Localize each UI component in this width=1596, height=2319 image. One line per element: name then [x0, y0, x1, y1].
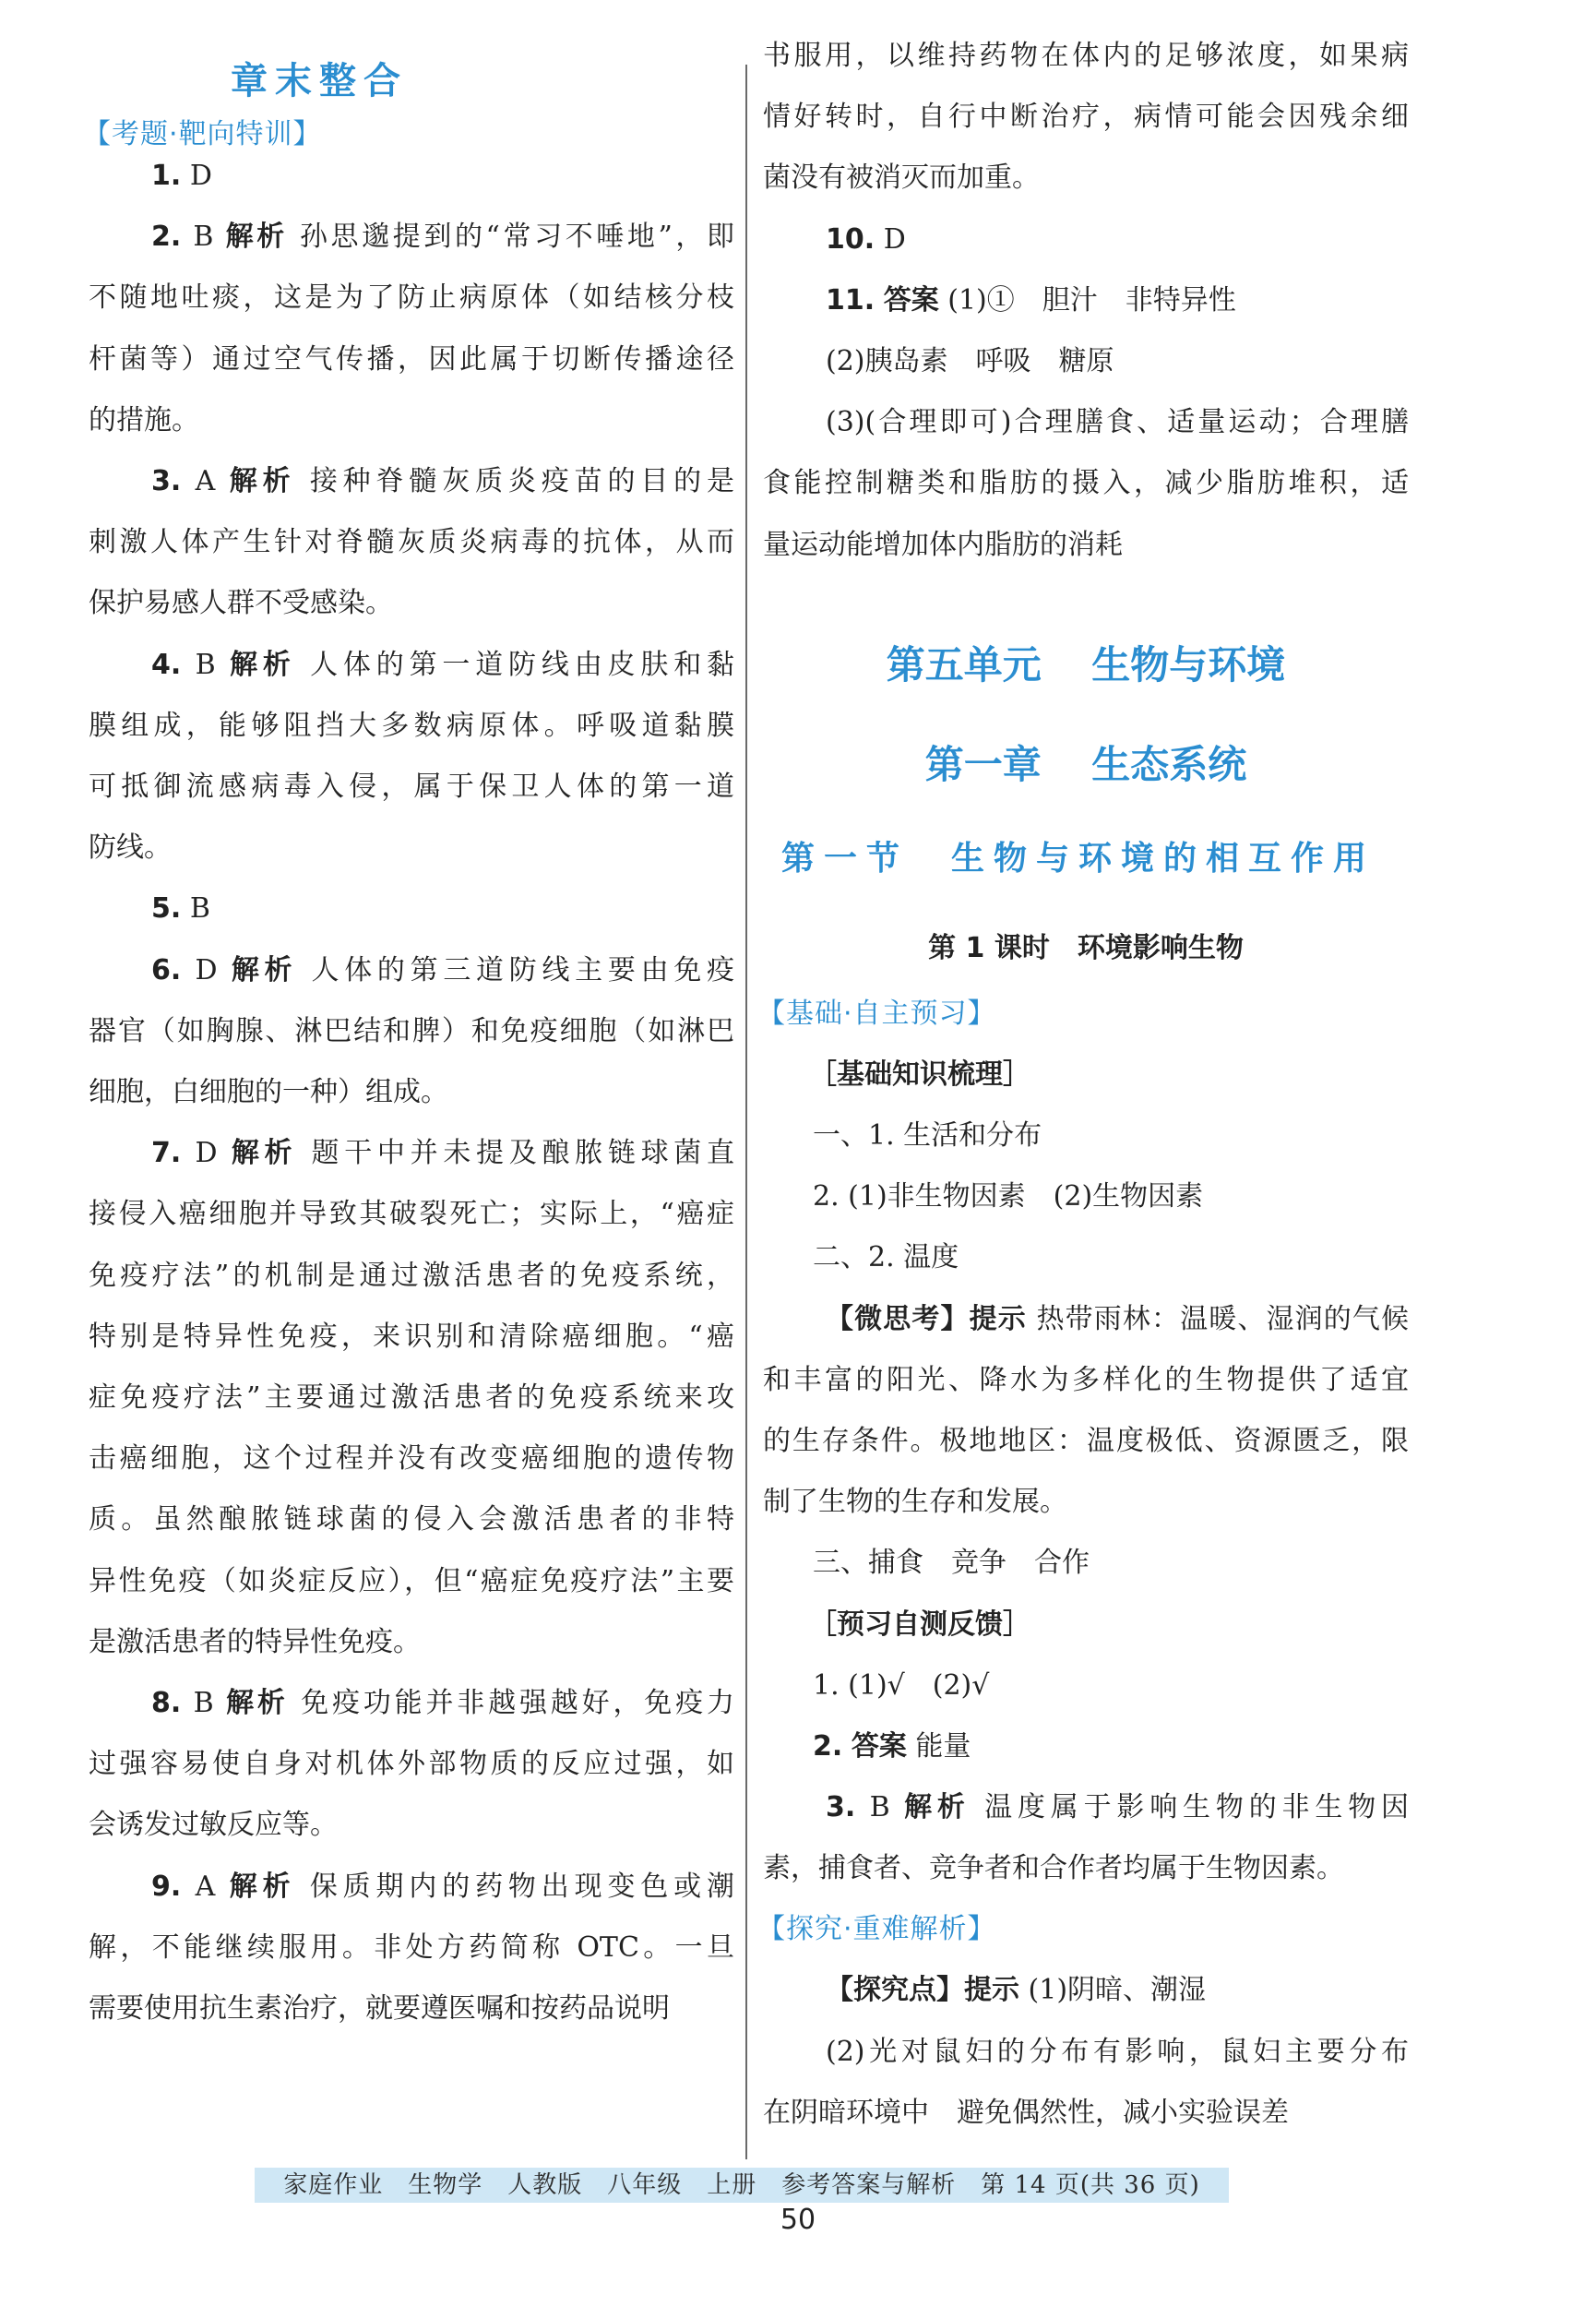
answer-item-7-line-2: 接侵入癌细胞并导致其破裂死亡；实际上，“癌症: [89, 1198, 734, 1231]
answer-item-4-line-4: 防线。: [89, 831, 172, 865]
answer-item-1-line-1: [89, 146, 734, 207]
answer-choice: A: [195, 1870, 216, 1903]
answer-item-7-line-7: 质。虽然酿脓链球菌的侵入会激活患者的非特: [89, 1503, 734, 1536]
answer-choice: D: [189, 160, 212, 192]
answer-item-8-line-2: 过强容易使自身对机体外部物质的反应过强，如: [89, 1748, 734, 1781]
micro-think-label: 【微思考】提示: [826, 1302, 1027, 1335]
answer-item-8-line-1: 8. B 解析 免疫功能并非越强越好，免疫力: [151, 1687, 734, 1720]
answer-item: [89, 879, 734, 939]
answer-item-7-line-5: 症免疫疗法”主要通过激活患者的免疫系统来攻: [89, 1381, 734, 1415]
answer-number: 5.: [151, 892, 182, 926]
answer-item-11-line2: (2)胰岛素 呼吸 糖原: [826, 345, 1114, 378]
answer-item-5-line-1: [89, 879, 734, 939]
answer-item-9-line-1: 9. A 解析 保质期内的药物出现变色或潮: [151, 1870, 734, 1903]
answer-choice: B: [193, 1687, 214, 1720]
answer-item-11-line5: 量运动能增加体内脂肪的消耗: [763, 528, 1123, 561]
answer-item-2-line-2: 不随地吐痰，这是为了防止病原体（如结核分枝: [89, 281, 734, 315]
continued-line-3: 菌没有被消灭而加重。: [763, 161, 1040, 195]
answer-choice: D: [195, 953, 218, 986]
answer-item: [89, 207, 734, 451]
answer-item-10: 10. D: [826, 222, 906, 256]
answer-choice: B: [869, 1791, 890, 1824]
answer-item-9-line-2: 解，不能继续服用。非处方药简称 OTC。一旦: [89, 1931, 734, 1964]
footer-banner: 家庭作业 生物学 人教版 八年级 上册 参考答案与解析 第 14 页(共 36 页): [255, 2168, 1229, 2203]
page-number: 50: [780, 2204, 816, 2236]
answer-item-2-line-3: 杆菌等）通过空气传播，因此属于切断传播途径: [89, 342, 734, 376]
answer-item: [89, 451, 734, 635]
answer-item-2-line-4: 的措施。: [89, 403, 199, 436]
answer-item-6-line-2: 器官（如胸腺、淋巴结和脾）和免疫细胞（如淋巴: [89, 1014, 734, 1047]
answer-choice: A: [195, 465, 216, 498]
answer-item-11-line4: 食能控制糖类和脂肪的摄入，减少脂肪堆积，适: [763, 467, 1409, 500]
answer-item-2-line-1: 2. B 解析 孙思邈提到的“常习不唾地”，即: [151, 221, 734, 254]
knowledge-line-4: 三、捕食 竞争 合作: [813, 1547, 1090, 1580]
section-tag-preview: 【基础·自主预习】: [757, 998, 996, 1030]
answer-number: 2.: [151, 221, 182, 254]
answer-item-3-line-1: 3. A 解析 接种脊髓灰质炎疫苗的目的是: [151, 465, 734, 498]
answer-item-9-line-3: 需要使用抗生素治疗，就要遵医嘱和按药品说明: [89, 1992, 670, 2026]
explore-2-line-1: (2)光对鼠妇的分布有影响，鼠妇主要分布: [826, 2035, 1409, 2068]
feedback-3-line-1: 3. B 解析 温度属于影响生物的非生物因: [826, 1791, 1409, 1824]
continued-line-2: 情好转时，自行中断治疗，病情可能会因残余细: [763, 101, 1409, 134]
answer-item-11-line3: (3)(合理即可)合理膳食、适量运动；合理膳: [826, 406, 1409, 439]
answer-choice: B: [189, 892, 210, 926]
micro-think-line-3: 的生存条件。极地地区：温度极低、资源匮乏，限: [763, 1425, 1409, 1458]
analysis-label: 解析: [225, 221, 288, 254]
answer-item-4-line-2: 膜组成，能够阻挡大多数病原体。呼吸道黏膜: [89, 709, 734, 742]
explore-line-1: 【探究点】提示 (1)阴暗、潮湿: [826, 1974, 1207, 2007]
section-title: 第一节 生物与环境的相互作用: [781, 840, 1376, 878]
answer-item: [89, 635, 734, 879]
chapter-summary-title: 章末整合: [231, 60, 408, 102]
unit-title: 第五单元 生物与环境: [886, 642, 1286, 687]
lesson-title: 第 1 课时 环境影响生物: [928, 932, 1244, 964]
answer-number: 6.: [151, 953, 182, 986]
answer-item-3-line-3: 保护易感人群不受感染。: [89, 587, 393, 620]
analysis-label: 解析: [230, 648, 296, 681]
knowledge-line-1: 一、1. 生活和分布: [813, 1119, 1042, 1152]
subheading-self-test: ［预习自测反馈］: [809, 1608, 1030, 1641]
subheading-knowledge: ［基础知识梳理］: [809, 1058, 1030, 1091]
feedback-line-1: 1. (1)√ (2)√: [813, 1668, 990, 1702]
answer-item-6-line-1: 6. D 解析 人体的第三道防线主要由免疫: [151, 953, 734, 986]
feedback-line-2: 2. 答案 能量: [813, 1729, 971, 1763]
feedback-3-line-2: 素，捕食者、竞争者和合作者均属于生物因素。: [763, 1852, 1344, 1885]
answer-item: [89, 940, 734, 1124]
answer-choice: D: [195, 1137, 218, 1170]
answer-item: [89, 146, 734, 207]
section-tag-explore: 【探究·重难解析】: [757, 1913, 996, 1946]
answer-item-4-line-3: 可抵御流感病毒入侵，属于保卫人体的第一道: [89, 771, 734, 804]
answer-number: 9.: [151, 1870, 182, 1903]
analysis-label: 解析: [229, 1870, 296, 1903]
answer-item-7-line-6: 击癌细胞，这个过程并没有改变癌细胞的遗传物: [89, 1442, 734, 1476]
answer-item: [89, 1673, 734, 1857]
column-divider: [745, 65, 747, 2159]
chapter-title: 第一章 生态系统: [924, 742, 1247, 787]
section-tag-exam-training: 【考题·靶向特训】: [83, 118, 322, 150]
analysis-label: 解析: [904, 1791, 971, 1824]
analysis-label: 解析: [229, 465, 296, 498]
answer-item-7-line-8: 异性免疫（如炎症反应），但“癌症免疫疗法”主要: [89, 1564, 734, 1597]
analysis-label: 解析: [231, 953, 298, 986]
knowledge-line-2: 2. (1)非生物因素 (2)生物因素: [813, 1180, 1204, 1213]
explore-label: 【探究点】提示: [826, 1974, 1019, 2007]
answer-item-7-line-4: 特别是特异性免疫，来识别和清除癌细胞。“癌: [89, 1320, 734, 1353]
answer-item: [89, 1857, 734, 2040]
answer-item: [89, 1123, 734, 1673]
answer-choice: B: [193, 221, 214, 254]
answer-item-3-line-2: 刺激人体产生针对脊髓灰质炎病毒的抗体，从而: [89, 526, 734, 559]
knowledge-line-3: 二、2. 温度: [813, 1241, 959, 1274]
answer-item-4-line-1: 4. B 解析 人体的第一道防线由皮肤和黏: [151, 648, 734, 681]
answer-item-8-line-3: 会诱发过敏反应等。: [89, 1809, 338, 1842]
answer-item-7-line-1: 7. D 解析 题干中并未提及酿脓链球菌直: [151, 1137, 734, 1170]
answer-item-11: 11. 答案 (1)① 胆汁 非特异性: [826, 283, 1236, 317]
answer-item-7-line-9: 是激活患者的特异性免疫。: [89, 1625, 421, 1658]
answer-item-6-line-3: 细胞，白细胞的一种）组成。: [89, 1076, 448, 1109]
answer-choice: B: [195, 648, 216, 681]
answer-list-left: [89, 146, 734, 2039]
micro-think-line-1: 【微思考】提示 热带雨林：温暖、湿润的气候: [826, 1302, 1409, 1335]
answer-number: 3.: [151, 465, 182, 498]
continued-line-1: 书服用，以维持药物在体内的足够浓度，如果病: [763, 40, 1409, 72]
answer-item-7-line-3: 免疫疗法”的机制是通过激活患者的免疫系统，: [89, 1259, 734, 1292]
analysis-label: 解析: [226, 1687, 289, 1720]
micro-think-line-4: 制了生物的生存和发展。: [763, 1486, 1067, 1519]
answer-number: 1.: [151, 160, 182, 192]
preview-section: [757, 984, 1409, 2144]
analysis-label: 解析: [231, 1137, 298, 1170]
explore-2-line-2: 在阴暗环境中 避免偶然性，减小实验误差: [763, 2096, 1289, 2129]
continued-answer: [763, 26, 1409, 576]
answer-number: 4.: [151, 648, 182, 681]
micro-think-line-2: 和丰富的阳光、降水为多样化的生物提供了适宜: [763, 1363, 1409, 1396]
answer-number: 3.: [826, 1791, 856, 1824]
answer-number: 8.: [151, 1687, 182, 1720]
answer-number: 7.: [151, 1137, 182, 1170]
